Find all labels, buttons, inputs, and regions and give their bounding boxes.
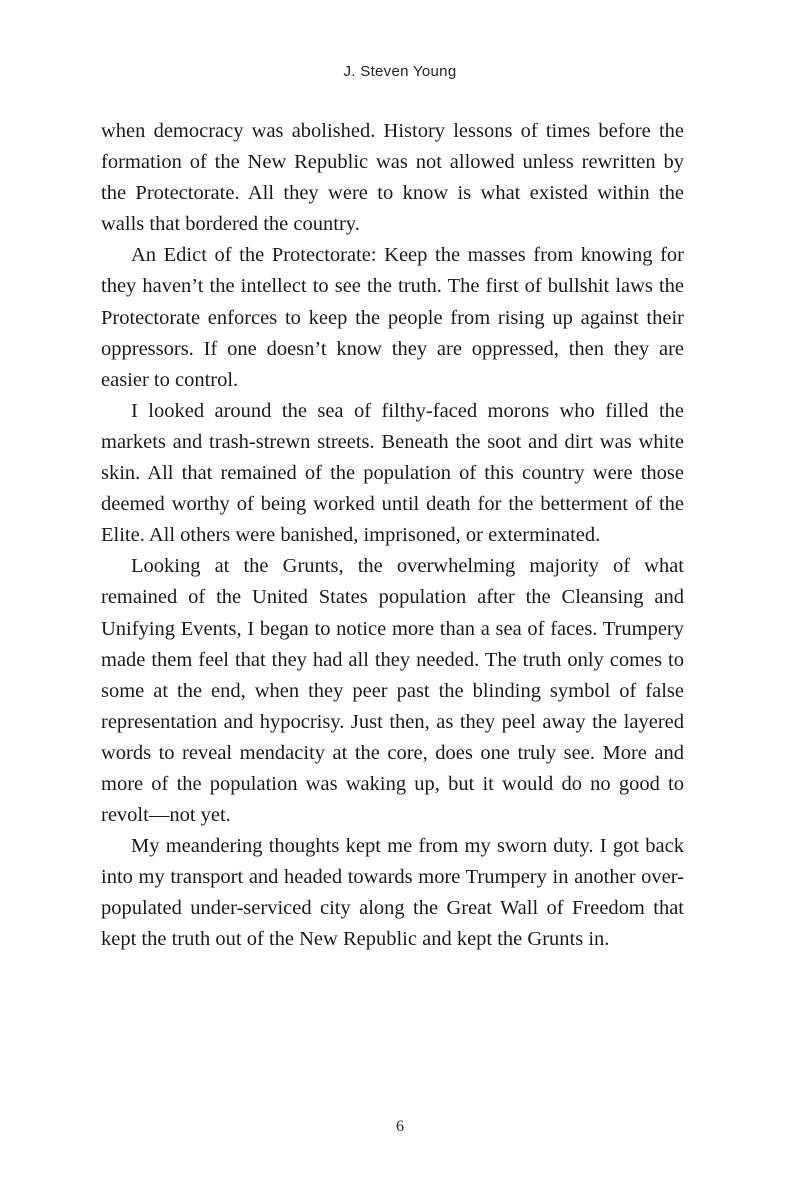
paragraph: I looked around the sea of filthy-faced morons who filled the markets and trash-strewn streets. Beneath the soot and dirt was white skin. All that remained of the population of this country were those deemed worthy of being worked until death for the betterment of the Elite. All others were banished, imprisoned, or exterminated. bbox=[101, 399, 684, 547]
page-number: 6 bbox=[396, 1118, 404, 1135]
body-text bbox=[101, 116, 684, 956]
paragraph: Looking at the Grunts, the overwhelming majority of what remained of the United States population after the Cleansing and Unifying Events, I began to notice more than a sea of faces. Trumpery made them feel that they had all they needed. The truth only comes to some at the end, when they peer past the blinding symbol of false representation and hypocrisy. Just then, as they peel away the layered words to reveal mendacity at the core, does one truly see. More and more of the population was waking up, but it would do no good to revolt—not yet. bbox=[101, 555, 684, 827]
running-header: J. Steven Young bbox=[343, 63, 457, 80]
paragraph: An Edict of the Protectorate: Keep the masses from knowing for they haven’t the intellect to see the truth. The first of bullshit laws the Protectorate enforces to keep the people from rising up against their oppressors. If one doesn’t know they are oppressed, then they are easier to control. bbox=[101, 244, 684, 391]
paragraph: My meandering thoughts kept me from my sworn duty. I got back into my transport and headed towards more Trumpery in another over-populated under-serviced city along the Great Wall of Freedom that kept the truth out of the New Republic and kept the Grunts in. bbox=[101, 835, 684, 951]
paragraph: when democracy was abolished. History lessons of times before the formation of the New Republic was not allowed unless rewritten by the Protectorate. All they were to know is what existed within the walls that bordered the country. bbox=[101, 120, 684, 236]
